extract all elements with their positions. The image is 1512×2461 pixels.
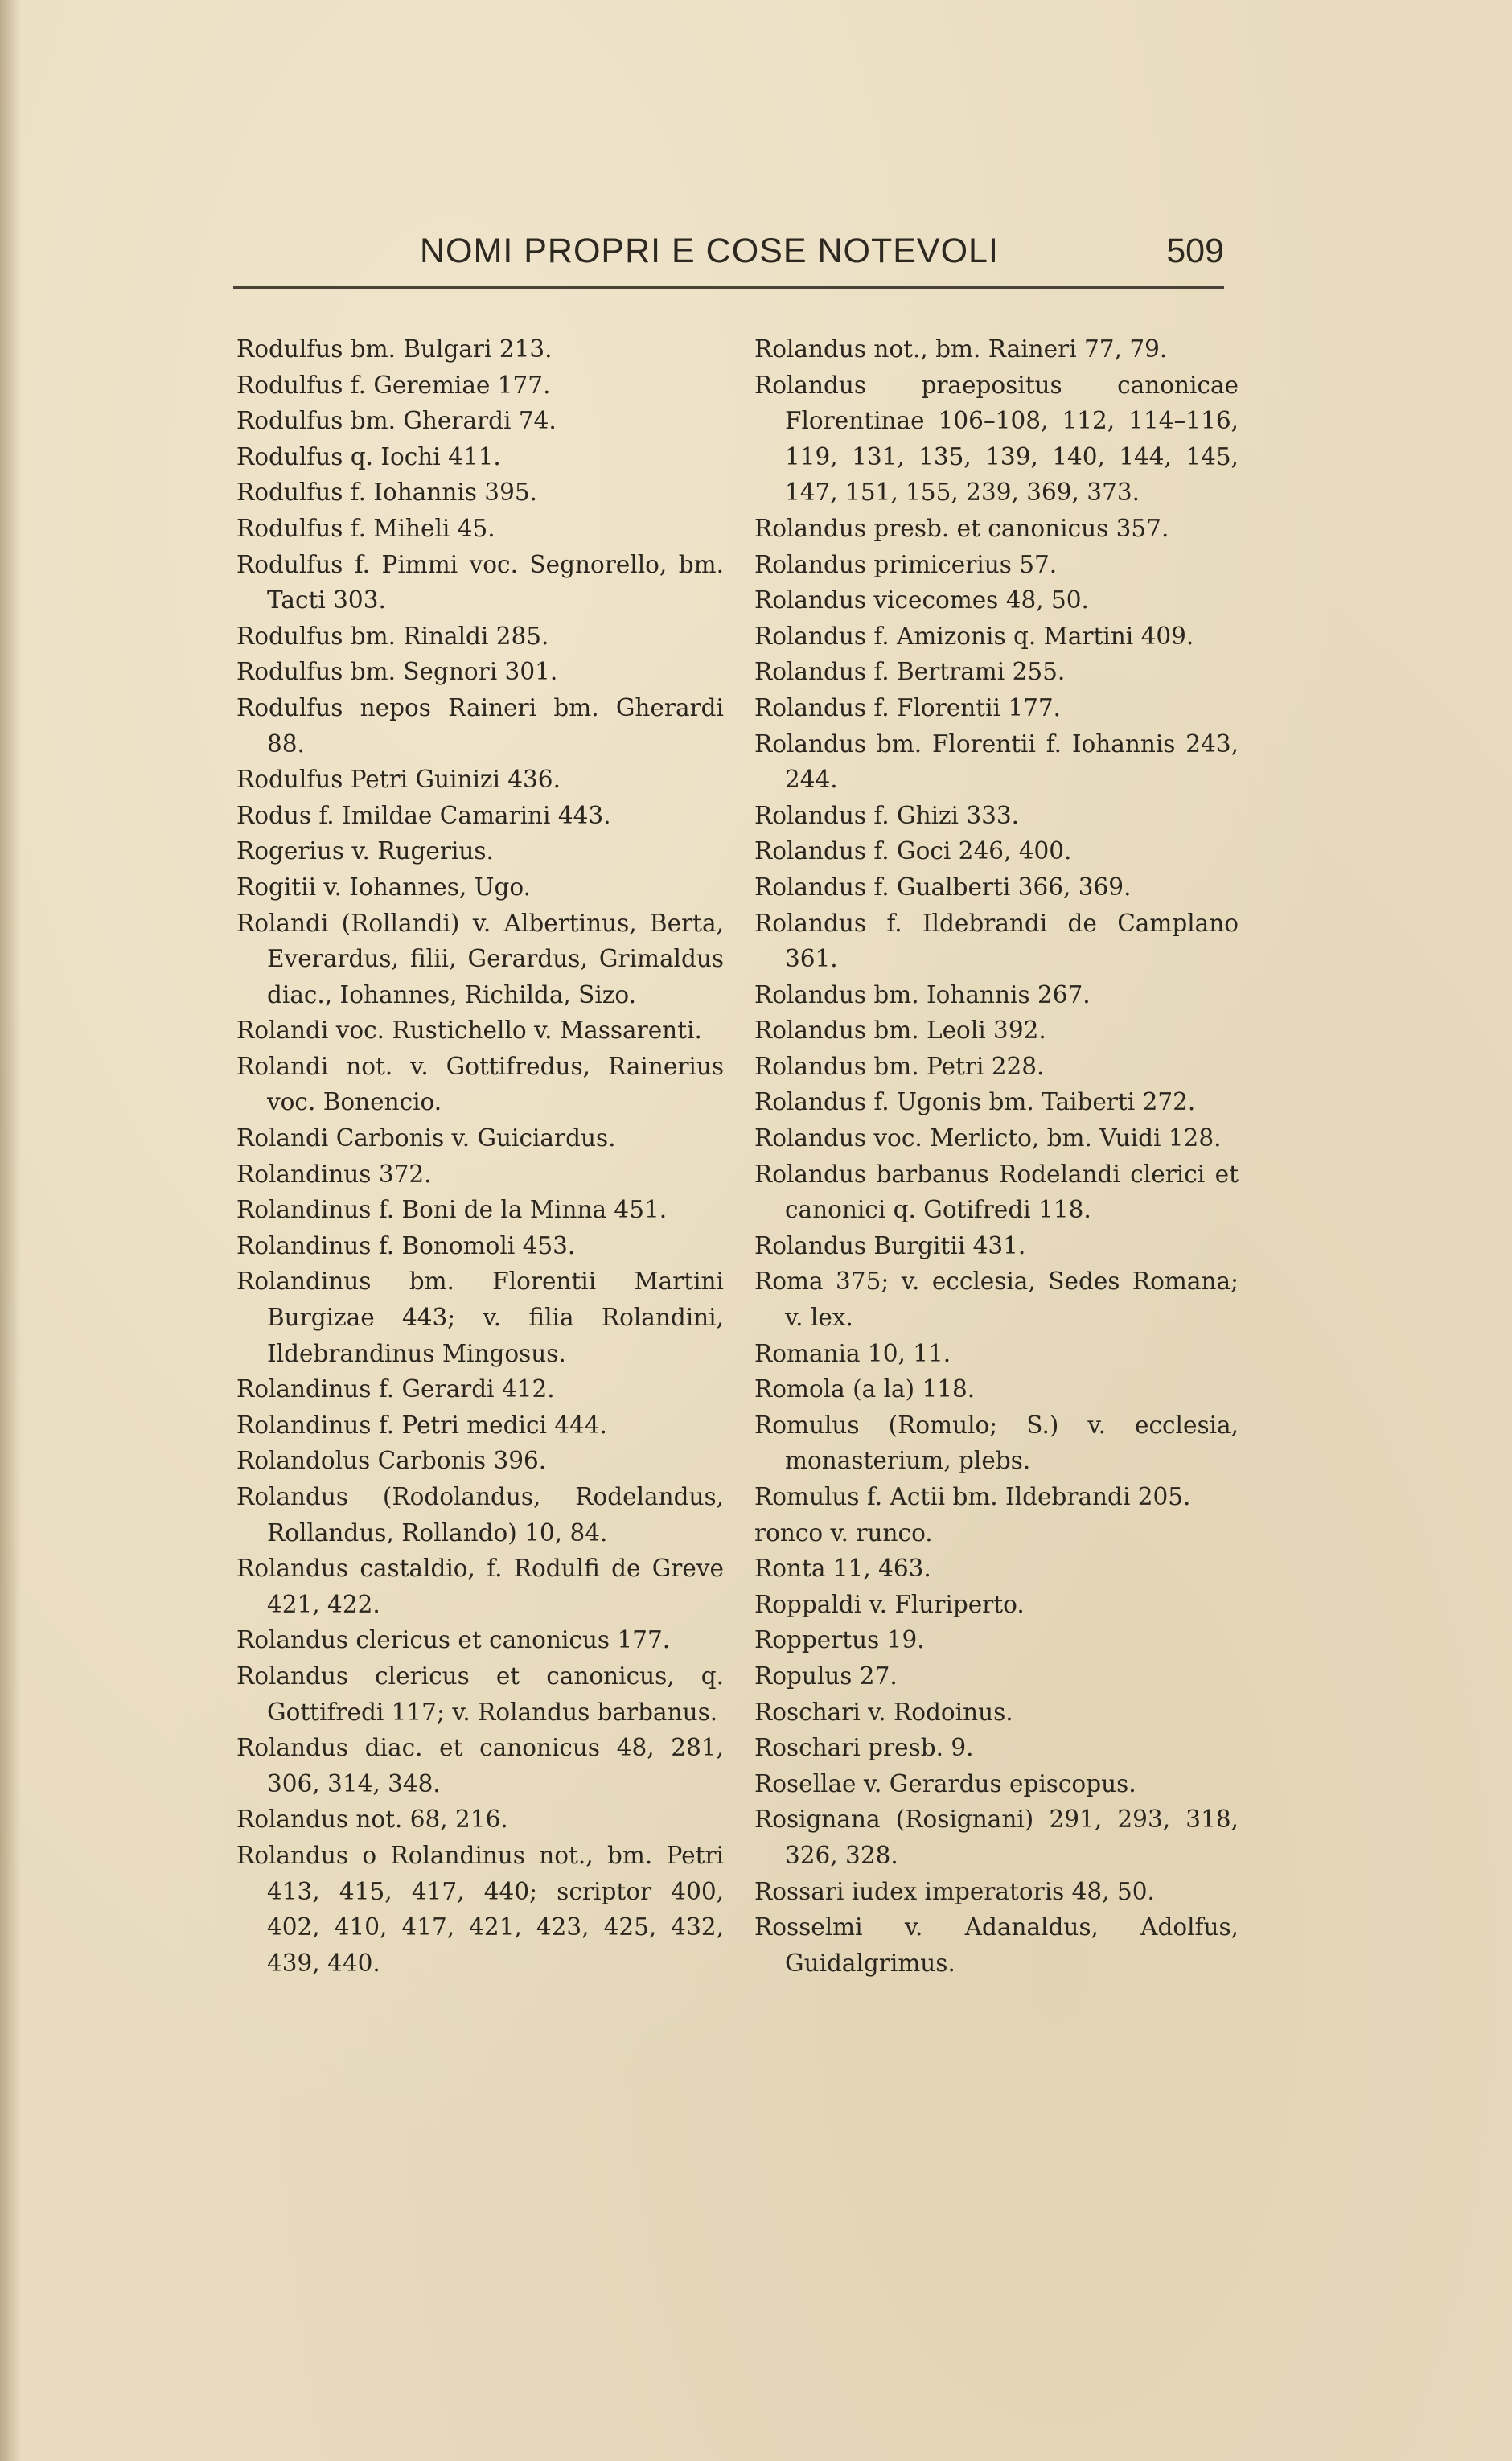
index-entry: Rosignana (Rosignani) 291, 293, 318, 326, 328.	[754, 1806, 1239, 1869]
index-entry: Roppertus 19.	[754, 1626, 925, 1654]
index-entry: Rolandus voc. Merlicto, bm. Vuidi 128.	[754, 1124, 1222, 1152]
index-column-left	[236, 331, 724, 1981]
index-entry: Rolandi not. v. Gottifredus, Rainerius voc. Bonencio.	[236, 1052, 724, 1116]
index-entry: Rolandus bm. Florentii f. Iohannis 243, 244.	[754, 729, 1239, 794]
index-entry: Rolandus clericus et canonicus 177.	[236, 1626, 671, 1654]
index-entry: Rolandus clericus et canonicus, q. Gottifredi 117; v. Rolandus barbanus.	[236, 1662, 724, 1726]
index-entry: Rogitii v. Iohannes, Ugo.	[236, 873, 532, 901]
index-entry: Rolandinus f. Boni de la Minna 451.	[236, 1196, 668, 1224]
index-entry: Rolandolus Carbonis 396.	[236, 1447, 547, 1475]
index-entry: Rodulfus nepos Raineri bm. Gherardi 88.	[236, 693, 724, 758]
index-entry: Rodulfus bm. Segnori 301.	[236, 658, 558, 686]
running-title: NOMI PROPRI E COSE NOTEVOLI	[420, 232, 999, 270]
index-column-right	[754, 331, 1239, 1981]
index-entry: Roppaldi v. Fluriperto.	[754, 1590, 1025, 1618]
index-entry: Roma 375; v. ecclesia, Sedes Romana; v. lex.	[754, 1267, 1239, 1332]
index-entry: Rolandus not. 68, 216.	[236, 1806, 508, 1834]
index-entry: Rodus f. Imildae Camarini 443.	[236, 801, 611, 829]
index-entry: Rogerius v. Rugerius.	[236, 837, 494, 865]
index-entry: Rosellae v. Gerardus episcopus.	[754, 1769, 1136, 1797]
index-entry: Rolandus bm. Iohannis 267.	[754, 980, 1091, 1009]
index-entry: ronco v. runco.	[754, 1518, 933, 1547]
index-entry: Rodulfus f. Iohannis 395.	[236, 479, 537, 507]
index-entry: Rolandus (Rodolandus, Rodelandus, Rollandus, Rollando) 10, 84.	[236, 1483, 724, 1547]
index-entry: Romulus f. Actii bm. Ildebrandi 205.	[754, 1483, 1191, 1510]
index-entry: Rosselmi v. Adanaldus, Adolfus, Guidalgrimus.	[754, 1913, 1239, 1977]
index-entry: Rolandus f. Florentii 177.	[754, 693, 1062, 721]
index-entry: Rolandus praepositus canonicae Florentinae 106–108, 112, 114–116, 119, 131, 135, 139, 140, 144, 145, 147, 151, 155, 239, 369, 373.	[754, 371, 1239, 507]
index-entry: Rolandinus bm. Florentii Martini Burgizae 443; v. filia Rolandini, Ildebrandinus Mingosus.	[236, 1267, 724, 1367]
index-entry: Rodulfus f. Pimmi voc. Segnorello, bm. Tacti 303.	[236, 550, 724, 614]
index-entry: Romania 10, 11.	[754, 1339, 951, 1367]
index-entry: Rolandinus 372.	[236, 1160, 432, 1188]
index-entry: Rolandi voc. Rustichello v. Massarenti.	[236, 1017, 702, 1045]
index-entry: Roschari presb. 9.	[754, 1734, 974, 1762]
index-entry: Rodulfus Petri Guinizi 436.	[236, 766, 561, 794]
index-entry: Rodulfus f. Geremiae 177.	[236, 371, 551, 399]
index-entry: Rolandus primicerius 57.	[754, 550, 1058, 578]
index-entry: Rolandus bm. Leoli 392.	[754, 1017, 1046, 1045]
index-entry: Rolandus f. Ildebrandi de Camplano 361.	[754, 909, 1239, 973]
index-entry: Romulus (Romulo; S.) v. ecclesia, monasterium, plebs.	[754, 1411, 1239, 1475]
index-entry: Rolandus o Rolandinus not., bm. Petri 413, 415, 417, 440; scriptor 400, 402, 410, 417, 421, 423, 425, 432, 439, 440.	[236, 1841, 724, 1977]
index-entry: Rossari iudex imperatoris 48, 50.	[754, 1877, 1155, 1905]
index-entry: Rolandinus f. Gerardi 412.	[236, 1375, 555, 1403]
index-entry: Rolandus f. Amizonis q. Martini 409.	[754, 622, 1194, 650]
index-entry: Rolandus barbanus Rodelandi clerici et canonici q. Gotifredi 118.	[754, 1160, 1239, 1224]
index-entry: Rodulfus q. Iochi 411.	[236, 442, 501, 470]
index-entry: Rolandus presb. et canonicus 357.	[754, 514, 1169, 542]
index-entry: Rolandus diac. et canonicus 48, 281, 306, 314, 348.	[236, 1734, 724, 1797]
index-entry: Rodulfus f. Miheli 45.	[236, 514, 495, 542]
index-entry: Rolandinus f. Bonomoli 453.	[236, 1231, 576, 1259]
index-entry: Rolandus Burgitii 431.	[754, 1231, 1026, 1259]
index-entry: Rolandus f. Gualberti 366, 369.	[754, 873, 1132, 901]
index-entry: Rolandus f. Ghizi 333.	[754, 801, 1020, 829]
header-rule	[233, 286, 1224, 289]
index-entry: Rolandi Carbonis v. Guiciardus.	[236, 1124, 616, 1152]
page-header	[233, 232, 1224, 288]
index-entry: Roschari v. Rodoinus.	[754, 1698, 1013, 1726]
index-entry: Rolandus bm. Petri 228.	[754, 1052, 1045, 1080]
index-entry: Ronta 11, 463.	[754, 1555, 931, 1583]
index-entry: Rolandus f. Ugonis bm. Taiberti 272.	[754, 1088, 1196, 1116]
index-entry: Rolandi (Rollandi) v. Albertinus, Berta, Everardus, filii, Gerardus, Grimaldus diac., Iohannes, Richilda, Sizo.	[236, 909, 724, 1009]
index-entry: Rodulfus bm. Gherardi 74.	[236, 407, 557, 435]
page-edge-shadow	[0, 0, 21, 2461]
index-entry: Rolandus vicecomes 48, 50.	[754, 586, 1089, 614]
index-entry: Ropulus 27.	[754, 1662, 898, 1690]
index-entry: Rolandus f. Bertrami 255.	[754, 658, 1066, 686]
index-entry: Rodulfus bm. Bulgari 213.	[236, 335, 553, 363]
index-entry: Rodulfus bm. Rinaldi 285.	[236, 622, 549, 650]
page-number: 509	[1166, 232, 1224, 270]
index-entry: Rolandus not., bm. Raineri 77, 79.	[754, 335, 1168, 363]
index-entry: Rolandus castaldio, f. Rodulfi de Greve 421, 422.	[236, 1555, 724, 1618]
index-entry: Romola (a la) 118.	[754, 1375, 976, 1403]
index-entry: Rolandinus f. Petri medici 444.	[236, 1411, 607, 1439]
index-entry: Rolandus f. Goci 246, 400.	[754, 837, 1072, 865]
